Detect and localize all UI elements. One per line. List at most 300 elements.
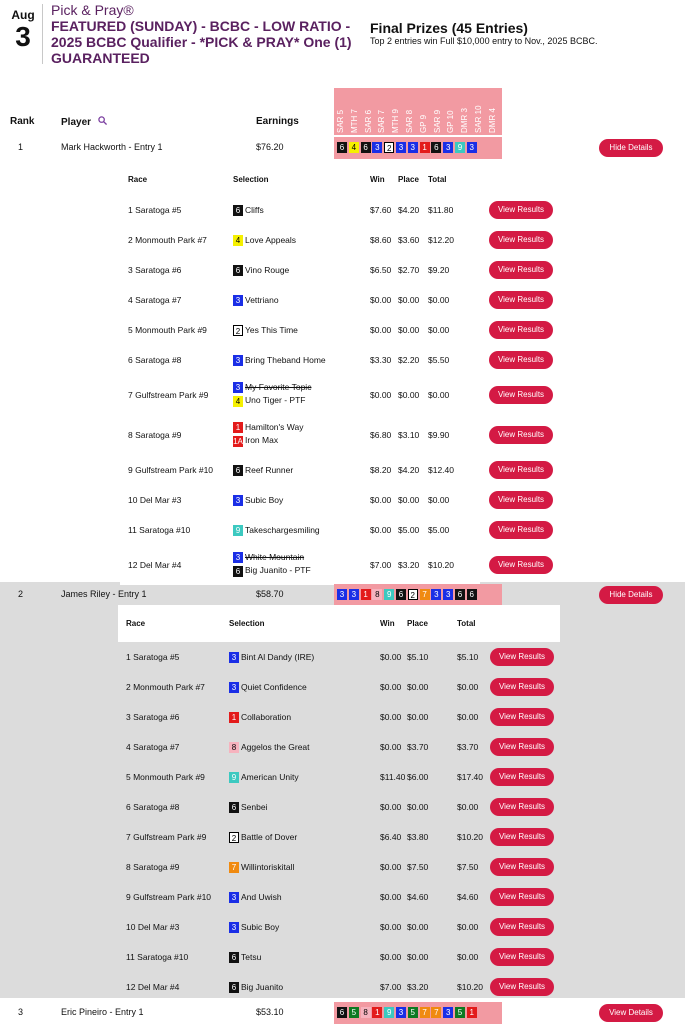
prizes-title: Final Prizes (45 Entries) bbox=[370, 20, 528, 36]
pick-badge: 3 bbox=[467, 142, 477, 153]
details-row bbox=[0, 415, 685, 455]
race-name: 5 Monmouth Park #9 bbox=[126, 772, 205, 782]
payout-total: $0.00 bbox=[428, 325, 450, 335]
pick-badge: 3 bbox=[396, 1007, 406, 1018]
payout-win: $0.00 bbox=[380, 712, 402, 722]
details-row bbox=[0, 912, 685, 942]
selection-horse: Willintoriskitall bbox=[241, 862, 295, 872]
selection-horse: My Favorite Topic bbox=[245, 382, 312, 392]
payout-total: $12.20 bbox=[428, 235, 454, 245]
selection-cell bbox=[233, 495, 283, 506]
selection-badge: 1A bbox=[233, 436, 243, 446]
hide-details-button[interactable]: Hide Details bbox=[599, 139, 663, 157]
pick-badge: 3 bbox=[431, 589, 441, 600]
payout-total: $11.80 bbox=[428, 205, 454, 215]
view-results-button[interactable]: View Results bbox=[489, 351, 553, 369]
payout-win: $3.30 bbox=[370, 355, 392, 365]
pick-badge: 8 bbox=[361, 1007, 371, 1018]
payout-place: $0.00 bbox=[407, 682, 429, 692]
view-results-button[interactable]: View Results bbox=[490, 828, 554, 846]
view-details-button[interactable]: View Details bbox=[599, 1004, 663, 1022]
picks-strip bbox=[334, 1002, 502, 1024]
selection-badge: 3 bbox=[229, 652, 239, 663]
selection-badge: 2 bbox=[233, 325, 243, 336]
selection-horse: Aggelos the Great bbox=[241, 742, 310, 752]
pick-badge: 6 bbox=[455, 589, 465, 600]
selection-badge: 8 bbox=[229, 742, 239, 753]
details-row bbox=[0, 545, 685, 585]
payout-win: $0.00 bbox=[380, 802, 402, 812]
selection-cell bbox=[233, 525, 320, 536]
selection-cell bbox=[233, 382, 311, 407]
selection-cell bbox=[233, 422, 303, 447]
payout-win: $0.00 bbox=[380, 892, 402, 902]
date-month: Aug bbox=[11, 8, 35, 22]
details-header-total: Total bbox=[457, 619, 476, 628]
payout-win: $7.60 bbox=[370, 205, 392, 215]
selection-horse: Vettriano bbox=[245, 295, 279, 305]
selection-badge: 6 bbox=[233, 205, 243, 216]
pick-badge: 9 bbox=[384, 589, 394, 600]
brand-label: Pick & Pray® bbox=[51, 2, 134, 18]
details-row bbox=[0, 195, 685, 225]
pick-badge: 1 bbox=[467, 1007, 477, 1018]
selection-horse: Big Juanito bbox=[241, 982, 284, 992]
details-row bbox=[0, 225, 685, 255]
pick-badge: 6 bbox=[467, 589, 477, 600]
selection-cell bbox=[233, 295, 279, 306]
selection-badge: 6 bbox=[229, 952, 239, 963]
payout-place: $5.00 bbox=[398, 525, 420, 535]
earnings-column-header: Earnings bbox=[256, 116, 299, 127]
race-name: 11 Saratoga #10 bbox=[126, 952, 189, 962]
selection-line bbox=[229, 802, 267, 813]
entry-player[interactable]: Mark Hackworth - Entry 1 bbox=[61, 142, 163, 152]
track-label-8: GP 10 bbox=[446, 110, 456, 133]
player-column-header[interactable] bbox=[61, 116, 107, 128]
details-row bbox=[0, 762, 685, 792]
selection-cell bbox=[233, 465, 293, 476]
track-header-strip bbox=[334, 88, 502, 135]
pick-badge: 6 bbox=[337, 142, 347, 153]
payout-win: $6.80 bbox=[370, 430, 392, 440]
details-header-place: Place bbox=[407, 619, 428, 628]
race-name: 12 Del Mar #4 bbox=[128, 560, 182, 570]
race-name: 9 Gulfstream Park #10 bbox=[126, 892, 212, 902]
payout-win: $6.40 bbox=[380, 832, 402, 842]
entry-rank: 1 bbox=[18, 142, 24, 152]
race-name: 8 Saratoga #9 bbox=[126, 862, 180, 872]
selection-cell bbox=[233, 355, 326, 366]
race-name: 2 Monmouth Park #7 bbox=[126, 682, 205, 692]
details-row bbox=[0, 732, 685, 762]
details-row bbox=[0, 375, 685, 415]
selection-horse: And Uwish bbox=[241, 892, 282, 902]
payout-place: $4.20 bbox=[398, 205, 420, 215]
payout-win: $0.00 bbox=[370, 325, 392, 335]
pick-badge: 7 bbox=[420, 1007, 430, 1018]
hide-details-button[interactable]: Hide Details bbox=[599, 586, 663, 604]
player-column-label: Player bbox=[61, 117, 92, 128]
payout-win: $0.00 bbox=[380, 922, 402, 932]
selection-line bbox=[233, 435, 303, 446]
payout-total: $0.00 bbox=[457, 682, 479, 692]
view-results-button[interactable]: View Results bbox=[490, 798, 554, 816]
selection-cell bbox=[229, 742, 310, 753]
payout-total: $10.20 bbox=[457, 832, 483, 842]
pick-badge: 3 bbox=[408, 142, 418, 153]
race-name: 5 Monmouth Park #9 bbox=[128, 325, 207, 335]
view-results-button[interactable]: View Results bbox=[489, 521, 553, 539]
payout-place: $3.60 bbox=[398, 235, 420, 245]
payout-place: $2.70 bbox=[398, 265, 420, 275]
view-results-button[interactable]: View Results bbox=[489, 201, 553, 219]
selection-horse: Battle of Dover bbox=[241, 832, 298, 842]
entry-earnings: $58.70 bbox=[256, 589, 284, 599]
payout-total: $9.20 bbox=[428, 265, 450, 275]
payout-win: $6.50 bbox=[370, 265, 392, 275]
payout-place: $0.00 bbox=[407, 952, 429, 962]
payout-total: $0.00 bbox=[428, 495, 450, 505]
selection-line bbox=[233, 495, 283, 506]
contest-header bbox=[0, 0, 685, 72]
view-results-button[interactable]: View Results bbox=[489, 291, 553, 309]
pick-badge: 6 bbox=[337, 1007, 347, 1018]
details-header-total: Total bbox=[428, 175, 447, 184]
selection-line bbox=[233, 552, 311, 563]
selection-cell bbox=[229, 772, 299, 783]
selection-line bbox=[233, 422, 303, 433]
selection-cell bbox=[233, 552, 311, 577]
pick-badge: 3 bbox=[337, 589, 347, 600]
race-name: 8 Saratoga #9 bbox=[128, 430, 182, 440]
selection-line bbox=[229, 922, 279, 933]
selection-horse: Collaboration bbox=[241, 712, 292, 722]
race-name: 3 Saratoga #6 bbox=[128, 265, 182, 275]
track-label-0: SAR 5 bbox=[336, 109, 345, 133]
selection-badge: 3 bbox=[233, 495, 243, 506]
selection-horse: Takeschargesmiling bbox=[245, 525, 320, 535]
selection-horse: Big Juanito - PTF bbox=[245, 565, 311, 576]
selection-badge: 2 bbox=[229, 832, 239, 843]
track-label-3: SAR 7 bbox=[377, 109, 387, 133]
selection-horse: Yes This Time bbox=[245, 325, 298, 335]
race-name: 6 Saratoga #8 bbox=[126, 802, 180, 812]
pick-badge: 9 bbox=[455, 142, 465, 153]
selection-line bbox=[229, 832, 297, 843]
view-results-button[interactable]: View Results bbox=[490, 978, 554, 996]
entry-rank: 3 bbox=[18, 1007, 24, 1017]
track-label-2: SAR 6 bbox=[363, 109, 373, 133]
details-header-race: Race bbox=[126, 619, 146, 628]
race-name: 1 Saratoga #5 bbox=[128, 205, 182, 215]
payout-place: $4.60 bbox=[407, 892, 429, 902]
selection-horse: Hamilton's Way bbox=[245, 422, 304, 432]
divider bbox=[42, 4, 43, 64]
race-name: 10 Del Mar #3 bbox=[128, 495, 182, 505]
details-row bbox=[0, 942, 685, 972]
selection-line bbox=[229, 772, 299, 783]
pick-badge: 1 bbox=[361, 589, 371, 600]
view-results-button[interactable]: View Results bbox=[489, 556, 553, 574]
pick-badge: 6 bbox=[431, 142, 441, 153]
payout-place: $4.20 bbox=[398, 465, 420, 475]
details-row bbox=[0, 345, 685, 375]
date-badge bbox=[8, 8, 38, 52]
selection-badge: 6 bbox=[233, 265, 243, 276]
pick-badge: 4 bbox=[349, 142, 359, 153]
race-name: 9 Gulfstream Park #10 bbox=[128, 465, 214, 475]
selection-horse: Love Appeals bbox=[245, 235, 297, 245]
payout-place: $6.00 bbox=[407, 772, 429, 782]
payout-win: $7.00 bbox=[370, 560, 392, 570]
payout-total: $0.00 bbox=[457, 922, 479, 932]
payout-place: $0.00 bbox=[398, 495, 420, 505]
payout-place: $0.00 bbox=[398, 295, 420, 305]
details-row bbox=[0, 822, 685, 852]
selection-line bbox=[229, 682, 307, 693]
view-results-button[interactable]: View Results bbox=[490, 858, 554, 876]
payout-total: $9.90 bbox=[428, 430, 450, 440]
pick-badge: 3 bbox=[443, 1007, 453, 1018]
race-name: 1 Saratoga #5 bbox=[126, 652, 180, 662]
details-header-win: Win bbox=[370, 175, 385, 184]
selection-cell bbox=[229, 802, 267, 813]
date-day: 3 bbox=[15, 21, 31, 52]
payout-total: $4.60 bbox=[457, 892, 479, 902]
payout-win: $7.00 bbox=[380, 982, 402, 992]
track-label-6: GP 9 bbox=[418, 114, 428, 133]
selection-cell bbox=[229, 982, 283, 993]
selection-badge: 6 bbox=[233, 465, 243, 476]
race-name: 2 Monmouth Park #7 bbox=[128, 235, 207, 245]
payout-total: $7.50 bbox=[457, 862, 479, 872]
payout-place: $3.20 bbox=[407, 982, 429, 992]
pick-badge: 3 bbox=[396, 142, 406, 153]
race-name: 10 Del Mar #3 bbox=[126, 922, 180, 932]
selection-horse: Reef Runner bbox=[245, 465, 294, 475]
track-label-4: MTH 9 bbox=[391, 109, 401, 133]
details-row bbox=[0, 485, 685, 515]
selection-line bbox=[229, 742, 310, 753]
details-panel bbox=[118, 605, 560, 642]
selection-line bbox=[229, 652, 314, 663]
selection-badge: 6 bbox=[233, 566, 243, 577]
payout-win: $8.60 bbox=[370, 235, 392, 245]
view-results-button[interactable]: View Results bbox=[490, 678, 554, 696]
pick-badge: 5 bbox=[455, 1007, 465, 1018]
selection-cell bbox=[233, 205, 264, 216]
selection-line bbox=[233, 355, 326, 366]
view-results-button[interactable]: View Results bbox=[489, 321, 553, 339]
selection-horse: Tetsu bbox=[241, 952, 262, 962]
pick-badge: 9 bbox=[384, 1007, 394, 1018]
contest-info bbox=[51, 2, 361, 66]
payout-place: $3.70 bbox=[407, 742, 429, 752]
details-header-race: Race bbox=[128, 175, 148, 184]
pick-badge: 2 bbox=[384, 142, 394, 153]
race-name: 7 Gulfstream Park #9 bbox=[126, 832, 207, 842]
view-results-button[interactable]: View Results bbox=[490, 888, 554, 906]
race-name: 4 Saratoga #7 bbox=[126, 742, 180, 752]
view-results-button[interactable]: View Results bbox=[489, 461, 553, 479]
details-row bbox=[0, 672, 685, 702]
view-results-button[interactable]: View Results bbox=[490, 708, 554, 726]
selection-line bbox=[229, 982, 283, 993]
pick-badge: 7 bbox=[420, 589, 430, 600]
selection-badge: 1 bbox=[229, 712, 239, 723]
track-label-7: SAR 9 bbox=[432, 109, 442, 133]
details-header-selection: Selection bbox=[229, 619, 265, 628]
selection-cell bbox=[233, 265, 289, 276]
selection-line bbox=[229, 862, 294, 873]
details-row bbox=[0, 515, 685, 545]
pick-badge: 3 bbox=[372, 142, 382, 153]
details-row bbox=[0, 455, 685, 485]
view-results-button[interactable]: View Results bbox=[490, 768, 554, 786]
prizes-subtitle: Top 2 entries win Full $10,000 entry to Nov., 2025 BCBC. bbox=[370, 36, 598, 46]
payout-win: $0.00 bbox=[380, 682, 402, 692]
pick-badge: 1 bbox=[372, 1007, 382, 1018]
entry-row bbox=[0, 998, 685, 1024]
details-row bbox=[0, 255, 685, 285]
selection-horse: Cliffs bbox=[245, 205, 264, 215]
view-results-button[interactable]: View Results bbox=[489, 231, 553, 249]
selection-horse: Iron Max bbox=[245, 435, 279, 446]
view-results-button[interactable]: View Results bbox=[490, 648, 554, 666]
payout-total: $10.20 bbox=[457, 982, 483, 992]
payout-place: $3.80 bbox=[407, 832, 429, 842]
details-row bbox=[0, 642, 685, 672]
view-results-button[interactable]: View Results bbox=[489, 386, 553, 404]
selection-badge: 3 bbox=[233, 382, 243, 393]
track-label-11: DMR 4 bbox=[487, 108, 497, 133]
payout-place: $0.00 bbox=[407, 712, 429, 722]
race-name: 3 Saratoga #6 bbox=[126, 712, 180, 722]
selection-badge: 9 bbox=[233, 525, 243, 536]
selection-horse: Subic Boy bbox=[245, 495, 284, 505]
pick-badge: 2 bbox=[408, 589, 418, 600]
selection-badge: 9 bbox=[229, 772, 239, 783]
view-results-button[interactable]: View Results bbox=[490, 948, 554, 966]
details-row bbox=[0, 315, 685, 345]
payout-total: $3.70 bbox=[457, 742, 479, 752]
pick-badge: 6 bbox=[361, 142, 371, 153]
track-label-9: DMR 3 bbox=[460, 108, 470, 133]
payout-total: $10.20 bbox=[428, 560, 454, 570]
payout-win: $0.00 bbox=[380, 742, 402, 752]
selection-cell bbox=[229, 712, 291, 723]
entry-row bbox=[0, 133, 685, 163]
selection-cell bbox=[233, 325, 298, 336]
selection-cell bbox=[229, 652, 314, 663]
payout-total: $0.00 bbox=[457, 712, 479, 722]
prizes-info bbox=[370, 20, 680, 46]
payout-win: $0.00 bbox=[370, 295, 392, 305]
payout-win: $11.40 bbox=[380, 772, 406, 782]
search-icon[interactable] bbox=[98, 117, 107, 128]
race-name: 7 Gulfstream Park #9 bbox=[128, 390, 209, 400]
view-results-button[interactable]: View Results bbox=[489, 426, 553, 444]
selection-cell bbox=[233, 235, 296, 246]
entry-player[interactable]: Eric Pineiro - Entry 1 bbox=[61, 1007, 144, 1017]
picks-strip bbox=[334, 584, 502, 606]
selection-badge: 1 bbox=[233, 422, 243, 433]
pick-badge: 6 bbox=[396, 589, 406, 600]
selection-line bbox=[229, 892, 282, 903]
details-header-win: Win bbox=[380, 619, 395, 628]
pick-badge: 5 bbox=[408, 1007, 418, 1018]
selection-line bbox=[233, 265, 289, 276]
race-name: 6 Saratoga #8 bbox=[128, 355, 182, 365]
selection-badge: 4 bbox=[233, 235, 243, 246]
view-results-button[interactable]: View Results bbox=[489, 491, 553, 509]
selection-badge: 3 bbox=[229, 892, 239, 903]
details-row bbox=[0, 792, 685, 822]
selection-badge: 7 bbox=[229, 862, 239, 873]
payout-place: $3.20 bbox=[398, 560, 420, 570]
payout-win: $0.00 bbox=[370, 495, 392, 505]
race-name: 11 Saratoga #10 bbox=[128, 525, 191, 535]
payout-win: $8.20 bbox=[370, 465, 392, 475]
payout-place: $0.00 bbox=[407, 922, 429, 932]
view-results-button[interactable]: View Results bbox=[489, 261, 553, 279]
selection-line bbox=[229, 712, 291, 723]
pick-badge: 1 bbox=[420, 142, 430, 153]
payout-place: $0.00 bbox=[398, 325, 420, 335]
selection-badge: 3 bbox=[233, 295, 243, 306]
race-name: 4 Saratoga #7 bbox=[128, 295, 182, 305]
payout-total: $0.00 bbox=[457, 802, 479, 812]
pick-badge: 3 bbox=[443, 142, 453, 153]
entry-player[interactable]: James Riley - Entry 1 bbox=[61, 589, 147, 599]
selection-badge: 3 bbox=[229, 922, 239, 933]
view-results-button[interactable]: View Results bbox=[490, 738, 554, 756]
picks-strip bbox=[334, 137, 502, 159]
selection-cell bbox=[229, 832, 297, 843]
pick-badge: 7 bbox=[431, 1007, 441, 1018]
track-label-10: SAR 10 bbox=[473, 105, 483, 133]
selection-line bbox=[233, 295, 279, 306]
selection-line bbox=[233, 325, 298, 336]
selection-badge: 6 bbox=[229, 982, 239, 993]
selection-horse: Uno Tiger - PTF bbox=[245, 395, 306, 406]
details-row bbox=[0, 702, 685, 732]
payout-win: $0.00 bbox=[370, 390, 392, 400]
payout-win: $0.00 bbox=[380, 952, 402, 962]
selection-badge: 3 bbox=[229, 682, 239, 693]
track-label-5: SAR 8 bbox=[404, 109, 414, 133]
selection-line bbox=[233, 205, 264, 216]
selection-horse: White Mountain bbox=[245, 552, 305, 562]
entry-rank: 2 bbox=[18, 589, 24, 599]
selection-line bbox=[229, 952, 261, 963]
details-row bbox=[0, 285, 685, 315]
selection-horse: Subic Boy bbox=[241, 922, 280, 932]
payout-total: $0.00 bbox=[457, 952, 479, 962]
payout-total: $12.40 bbox=[428, 465, 454, 475]
pick-badge: 3 bbox=[443, 589, 453, 600]
entry-earnings: $76.20 bbox=[256, 142, 284, 152]
selection-badge: 3 bbox=[233, 552, 243, 563]
selection-horse: Senbei bbox=[241, 802, 268, 812]
selection-line bbox=[233, 235, 296, 246]
selection-horse: Vino Rouge bbox=[245, 265, 290, 275]
payout-total: $17.40 bbox=[457, 772, 483, 782]
selection-horse: Bint Al Dandy (IRE) bbox=[241, 652, 315, 662]
view-results-button[interactable]: View Results bbox=[490, 918, 554, 936]
rank-column-header: Rank bbox=[10, 116, 35, 127]
